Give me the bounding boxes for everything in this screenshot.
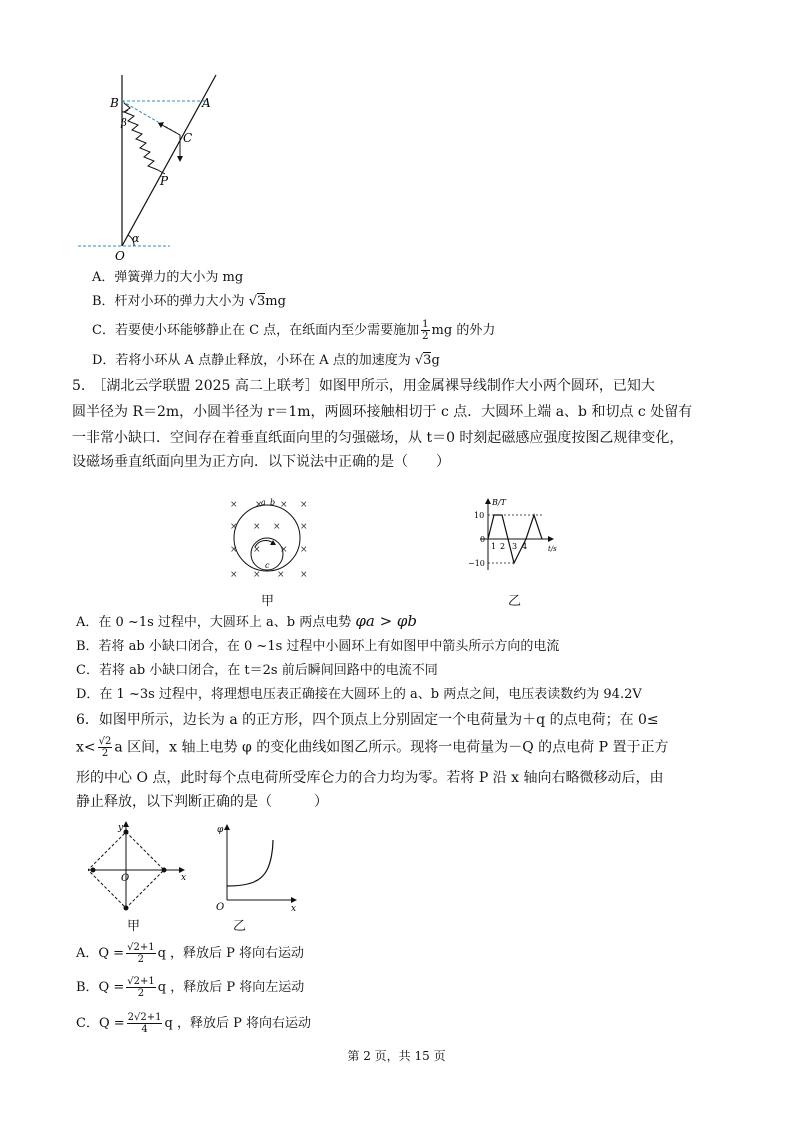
svg-text:×: × xyxy=(255,500,263,510)
label-O: O xyxy=(115,249,125,263)
q5-stem-line3: 一非常小缺口．空间存在着垂直纸面向里的匀强磁场，从 t＝0 时刻起磁感应强度按图乙规律变化， xyxy=(72,430,684,446)
svg-text:×: × xyxy=(253,570,261,580)
phi-curve xyxy=(227,840,273,886)
label-B: B xyxy=(110,96,119,110)
q4-figure xyxy=(70,70,250,265)
svg-text:×: × xyxy=(277,570,285,580)
q4-option-d: D．若将小环从 A 点静止释放，小环在 A 点的加速度为 √3g xyxy=(92,353,440,368)
q6-stem-line2: x< $\frac{√2}{2}$ a 区间，x 轴上电势 φ 的变化曲线如图乙所示。现将一电荷量为－Q 的点电荷 P 置于正方 xyxy=(76,736,669,759)
label-C: C xyxy=(183,131,193,145)
svg-text:×: × xyxy=(230,570,238,580)
svg-text:×: × xyxy=(300,570,308,580)
svg-text:×: × xyxy=(230,545,238,555)
q5-figure-yi xyxy=(460,495,570,575)
q5-stem-line4: 设磁场垂直纸面向里为正方向．以下说法中正确的是（ ） xyxy=(72,454,450,470)
svg-text:O: O xyxy=(216,902,225,913)
label-beta: β xyxy=(121,118,127,129)
svg-text:×: × xyxy=(300,545,308,555)
q6-stem-line4: 静止释放，以下判断正确的是（ ） xyxy=(76,794,328,810)
q5-figure-jia xyxy=(225,495,315,585)
svg-text:B/T: B/T xyxy=(492,498,506,507)
label-A: A xyxy=(202,96,211,110)
svg-text:a: a xyxy=(261,498,266,507)
q6-option-b: B．Q = $\frac{√2+1}{2}$ q ，释放后 P 将向左运动 xyxy=(76,976,305,999)
svg-text:×: × xyxy=(273,522,281,532)
svg-text:t/s: t/s xyxy=(548,545,557,553)
svg-text:φ: φ xyxy=(217,825,224,835)
q6-figure-jia xyxy=(88,818,198,913)
q5-caption-yi: 乙 xyxy=(508,594,522,609)
svg-text:×: × xyxy=(230,500,238,510)
svg-text:4: 4 xyxy=(522,542,528,551)
label-alpha: α xyxy=(132,232,140,245)
svg-text:b: b xyxy=(270,498,276,507)
svg-text:2: 2 xyxy=(500,542,506,551)
q5-stem-line2: 圆半径为 R＝2m，小圆半径为 r＝1m，两圆环接触相切于 c 点．大圆环上端 a、b 和切点 c 处留有 xyxy=(72,404,693,420)
svg-text:×: × xyxy=(230,522,238,532)
svg-text:0: 0 xyxy=(480,535,486,544)
q6-option-c: C．Q = $\frac{2√2+1}{4}$ q ，释放后 P 将向右运动 xyxy=(76,1012,311,1035)
svg-text:y: y xyxy=(118,823,124,833)
q6-stem-line3: 形的中心 O 点，此时每个点电荷所受库仑力的合力均为零。若将 P 沿 x 轴向右略微移动后，由 xyxy=(76,770,664,786)
svg-text:1: 1 xyxy=(491,542,497,551)
q4-option-a: A．弹簧弹力的大小为 mg xyxy=(92,270,244,285)
svg-text:×: × xyxy=(300,500,308,510)
q5-option-d: D．在 1 ~3s 过程中，将理想电压表正确接在大圆环上的 a、b 两点之间，电压表读数约为 94.2V xyxy=(76,687,642,702)
q6-stem-line1: 6．如图甲所示，边长为 a 的正方形，四个顶点上分别固定一个电荷量为＋q 的点电荷；在 0≤ xyxy=(76,712,659,728)
svg-text:×: × xyxy=(300,522,308,532)
svg-text:O: O xyxy=(121,873,130,884)
q6-caption-yi: 乙 xyxy=(233,919,247,934)
svg-text:x: x xyxy=(291,904,297,913)
q6-figure-yi xyxy=(213,818,308,913)
svg-text:×: × xyxy=(253,545,261,555)
q5-option-b: B．若将 ab 小缺口闭合，在 0 ~1s 过程中小圆环上有如图甲中箭头所示方向的电流 xyxy=(76,639,560,654)
svg-text:×: × xyxy=(280,545,288,555)
q4-option-b: B．杆对小环的弹力大小为 √3mg xyxy=(92,294,286,309)
q5-option-a: A．在 0 ~1s 过程中，大圆环上 a、b 两点电势 φa > φb xyxy=(76,612,418,630)
q5-stem-line1: 5. ［湖北云学联盟 2025 高二上联考］如图甲所示，用金属裸导线制作大小两个圆环，已知大 xyxy=(72,378,655,394)
svg-text:c: c xyxy=(265,561,270,570)
q5-caption-jia: 甲 xyxy=(261,594,275,609)
svg-text:×: × xyxy=(253,522,261,532)
label-P: P xyxy=(160,174,169,188)
svg-text:×: × xyxy=(280,500,288,510)
fraction-half: $\frac{1}{2}$ xyxy=(422,319,429,342)
svg-text:10: 10 xyxy=(474,511,485,520)
page-footer: 第 2 页，共 15 页 xyxy=(347,1049,446,1063)
q6-caption-jia: 甲 xyxy=(127,919,141,934)
svg-text:3: 3 xyxy=(512,542,518,551)
svg-text:x: x xyxy=(181,873,187,883)
q4-option-c: C．若要使小环能够静止在 C 点，在纸面内至少需要施加 $\frac{1}{2}$ mg 的外力 xyxy=(92,319,496,342)
q6-option-a: A．Q = $\frac{√2+1}{2}$ q ，释放后 P 将向右运动 xyxy=(76,942,305,965)
q5-option-c: C．若将 ab 小缺口闭合，在 t＝2s 前后瞬间回路中的电流不同 xyxy=(76,663,438,678)
svg-text:−10: −10 xyxy=(468,559,485,568)
